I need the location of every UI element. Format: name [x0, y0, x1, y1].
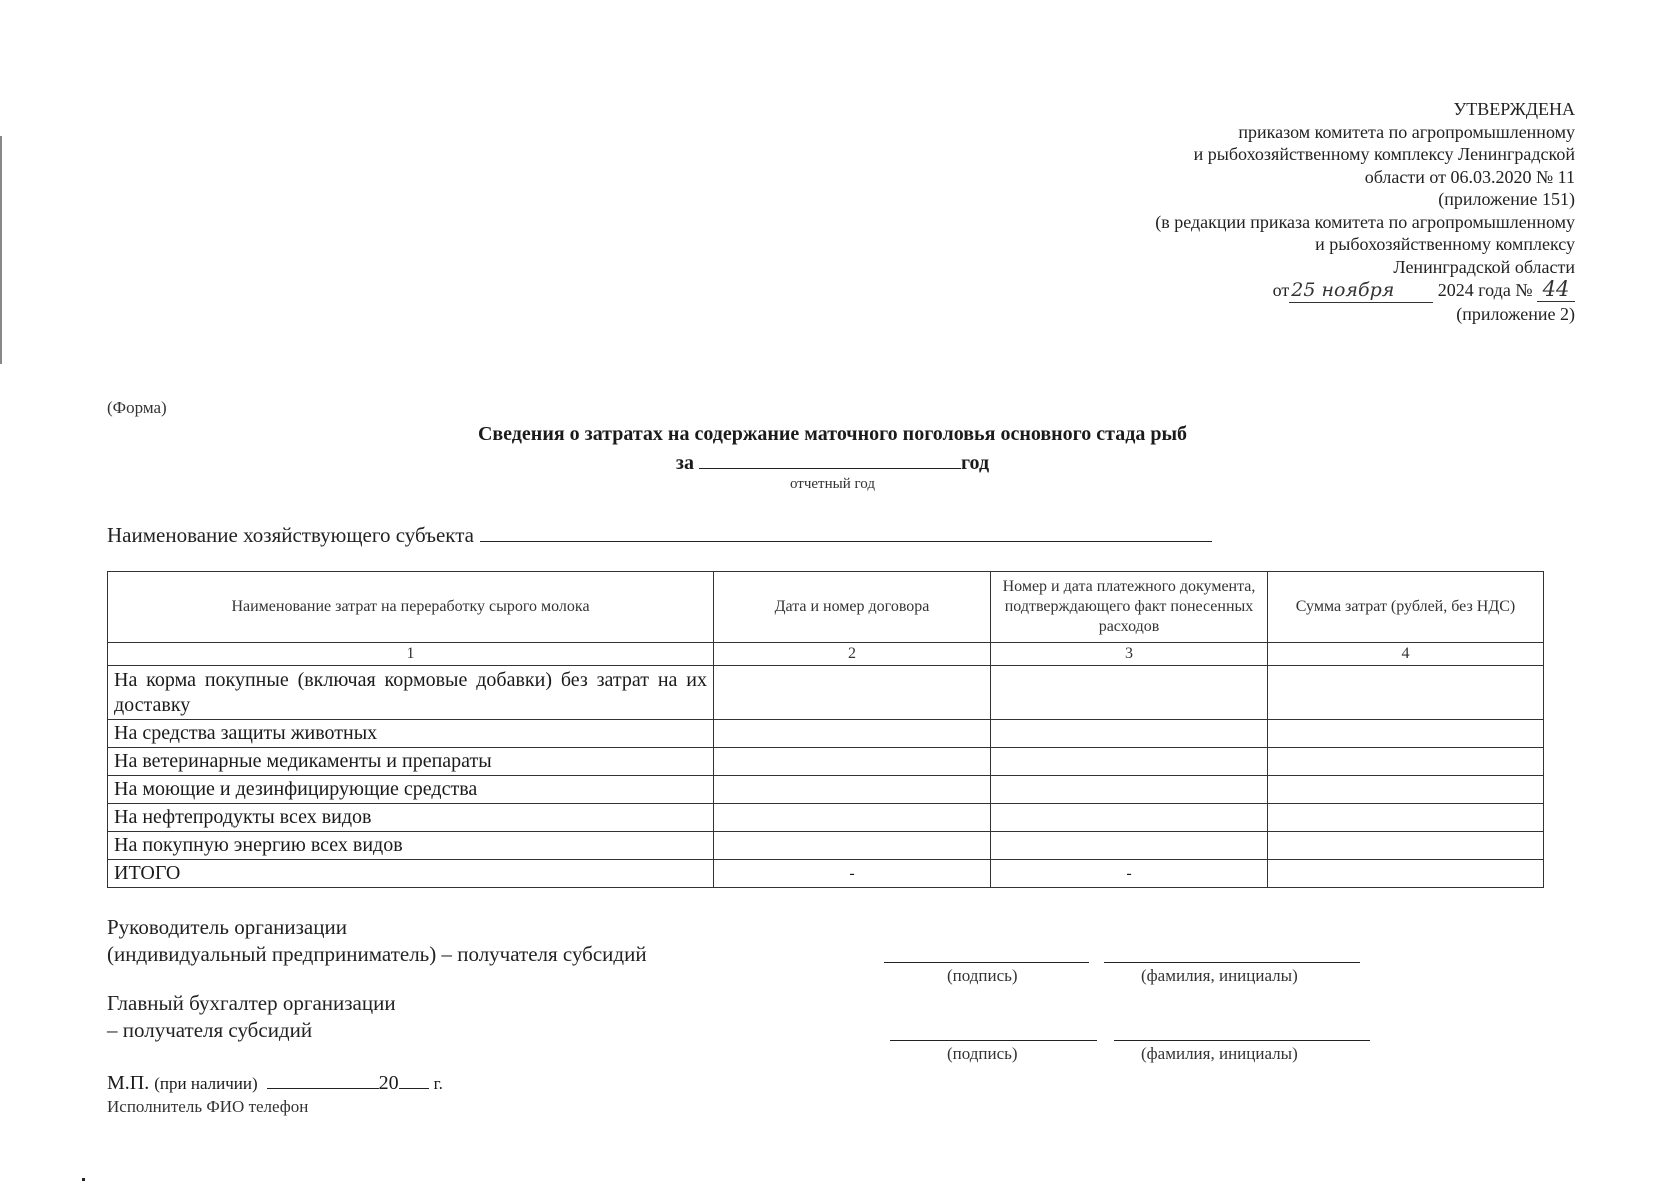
seal-note: (при наличии): [154, 1074, 258, 1093]
payment-doc-cell[interactable]: [991, 776, 1268, 804]
column-number: 1: [108, 643, 714, 666]
payment-doc-cell[interactable]: [991, 666, 1268, 720]
accountant-name-field[interactable]: [1114, 1039, 1370, 1041]
cost-item-label: На нефтепродукты всех видов: [108, 804, 714, 832]
approval-stamp-block: [1015, 98, 1575, 325]
handwritten-order-number: 44: [1537, 278, 1575, 302]
amount-cell[interactable]: [1268, 832, 1544, 860]
payment-doc-cell[interactable]: [991, 804, 1268, 832]
payment-doc-cell[interactable]: [991, 748, 1268, 776]
table-row: [108, 666, 1544, 720]
approval-text-line: и рыбохозяйственному комплексу Ленинградской: [1193, 144, 1575, 164]
table-header-row: [108, 572, 1544, 643]
period-prefix: за: [675, 452, 694, 474]
column-header: Номер и дата платежного документа, подтверждающего факт понесенных расходов: [991, 572, 1268, 643]
total-amount-cell[interactable]: [1268, 860, 1544, 888]
total-row: [108, 860, 1544, 888]
column-header: Дата и номер договора: [714, 572, 991, 643]
approval-text-line: (в редакции приказа комитета по агропромышленному: [1155, 211, 1575, 232]
form-label: (Форма): [107, 398, 167, 417]
approval-year-text: 2024 года №: [1437, 280, 1533, 300]
total-payment-doc-cell: -: [991, 860, 1268, 888]
table-row: [108, 776, 1544, 804]
executor-line: Исполнитель ФИО телефон: [107, 1097, 309, 1116]
approval-text-line: и рыбохозяйственному комплексу: [1315, 234, 1575, 254]
cost-item-label: На покупную энергию всех видов: [108, 832, 714, 860]
contract-cell[interactable]: [714, 832, 991, 860]
cost-item-label: На средства защиты животных: [108, 720, 714, 748]
document-title: Сведения о затратах на содержание маточного поголовья основного стада рыб: [477, 423, 1188, 445]
table-row: [108, 804, 1544, 832]
table-row: [108, 748, 1544, 776]
head-signature-label: [107, 914, 647, 968]
table-row: [108, 720, 1544, 748]
scan-dot: [82, 1178, 85, 1181]
head-signature-hint: (подпись): [947, 966, 1018, 985]
payment-doc-cell[interactable]: [991, 832, 1268, 860]
year-field[interactable]: [399, 1072, 429, 1089]
period-line: [0, 450, 1665, 475]
approval-text-line: приказом комитета по агропромышленному: [1238, 121, 1575, 142]
year-prefix: 20: [378, 1072, 399, 1094]
cost-item-label: На моющие и дезинфицирующие средства: [108, 776, 714, 804]
entity-name-label: Наименование хозяйствующего субъекта: [107, 523, 474, 547]
costs-table: [107, 571, 1544, 888]
column-number: 3: [991, 643, 1268, 666]
entity-name-field[interactable]: [480, 521, 1212, 542]
column-number: 2: [714, 643, 991, 666]
column-header: Сумма затрат (рублей, без НДС): [1268, 572, 1544, 643]
seal-label: М.П.: [107, 1072, 150, 1094]
contract-cell[interactable]: [714, 776, 991, 804]
column-number: 4: [1268, 643, 1544, 666]
period-suffix: год: [960, 452, 990, 474]
amount-cell[interactable]: [1268, 748, 1544, 776]
scan-margin-mark: [0, 136, 2, 364]
year-suffix: г.: [433, 1074, 443, 1093]
approval-text-line: (приложение 2): [1456, 303, 1575, 324]
head-title-line: Руководитель организации: [107, 915, 347, 939]
total-label: ИТОГО: [108, 860, 714, 888]
period-hint: отчетный год: [790, 476, 875, 492]
amount-cell[interactable]: [1268, 666, 1544, 720]
approval-text-line: (приложение 151): [1438, 189, 1575, 209]
approval-text-line: Ленинградской области: [1393, 256, 1575, 277]
date-field[interactable]: [267, 1072, 379, 1089]
column-number-row: [108, 643, 1544, 666]
head-name-field[interactable]: [1104, 961, 1360, 963]
accountant-title-line: – получателя субсидий: [107, 1018, 313, 1042]
approval-heading: УТВЕРЖДЕНА: [1453, 99, 1575, 119]
seal-date-line: [107, 1072, 443, 1095]
payment-doc-cell[interactable]: [991, 720, 1268, 748]
approval-date-line: [1015, 278, 1575, 303]
contract-cell[interactable]: [714, 720, 991, 748]
table-row: [108, 832, 1544, 860]
contract-cell[interactable]: [714, 748, 991, 776]
amount-cell[interactable]: [1268, 804, 1544, 832]
amount-cell[interactable]: [1268, 720, 1544, 748]
contract-cell[interactable]: [714, 666, 991, 720]
approval-from-prefix: от: [1272, 280, 1290, 300]
entity-name-line: [107, 521, 1212, 548]
amount-cell[interactable]: [1268, 776, 1544, 804]
accountant-name-hint: (фамилия, инициалы): [1141, 1044, 1298, 1063]
head-name-hint: (фамилия, инициалы): [1141, 966, 1298, 985]
accountant-signature-label: [107, 990, 396, 1044]
cost-item-label: На ветеринарные медикаменты и препараты: [108, 748, 714, 776]
contract-cell[interactable]: [714, 804, 991, 832]
accountant-title-line: Главный бухгалтер организации: [107, 991, 396, 1015]
period-field[interactable]: [699, 450, 961, 469]
handwritten-date: 25 ноября: [1289, 279, 1433, 303]
head-title-line: (индивидуальный предприниматель) – получателя субсидий: [107, 942, 647, 966]
total-contract-cell: -: [714, 860, 991, 888]
accountant-signature-hint: (подпись): [947, 1044, 1018, 1063]
column-header: Наименование затрат на переработку сырого молока: [108, 572, 714, 643]
head-signature-field[interactable]: [884, 961, 1089, 963]
accountant-signature-field[interactable]: [890, 1039, 1097, 1041]
approval-text-line: области от 06.03.2020 № 11: [1364, 166, 1575, 187]
cost-item-label: На корма покупные (включая кормовые добавки) без затрат на их доставку: [108, 666, 714, 720]
